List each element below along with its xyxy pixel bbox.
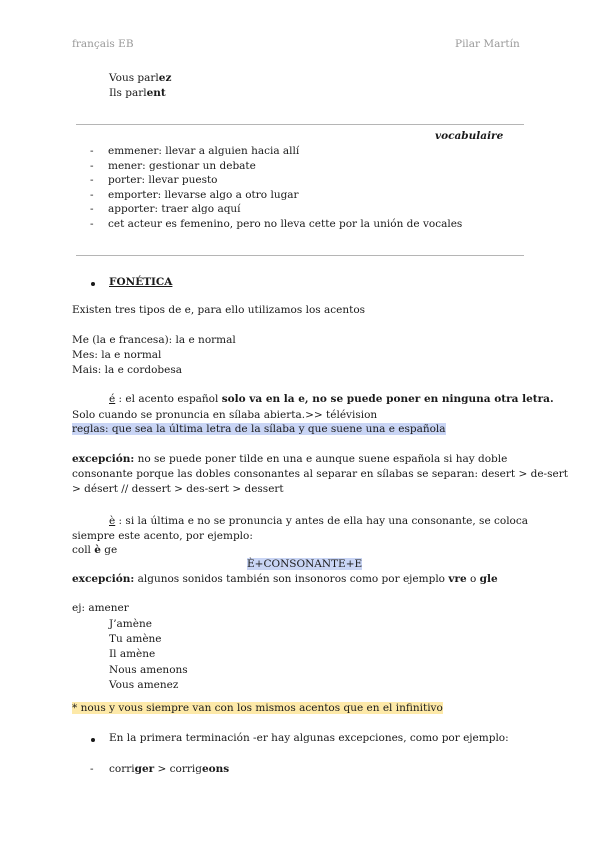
exception-2: excepción: algunos sonidos también son insonoros como por ejemplo vre o gle — [72, 573, 498, 585]
list-item: Tu amène — [109, 633, 162, 646]
bullet-icon — [91, 738, 95, 742]
header-left: français EB — [72, 38, 134, 50]
formula: È+CONSONANTE+E — [247, 558, 363, 570]
bullet-text: En la primera terminación -er hay algunas excepciones, como por ejemplo: — [109, 732, 509, 744]
conjugation-line-vous: Vous parlez — [109, 72, 172, 84]
note: * nous y vous siempre van con los mismos acentos que en el infinitivo — [72, 702, 443, 714]
vocab-list — [88, 144, 462, 232]
exception-1: excepción: no se puede poner tilde en una e aunque suene española si hay doble consonante porque las dobles consonantes al separar en sílabas se separan: desert > de-sert > désert // dessert > des-sert > dessert — [72, 453, 568, 495]
list-item: - mener: gestionar un debate — [88, 159, 462, 174]
divider-top — [76, 124, 524, 125]
header-right: Pilar Martín — [455, 38, 520, 50]
list-item: - cet acteur es femenino, pero no lleva cette por la unión de vocales — [88, 217, 462, 232]
last-example: corriger > corrigeons — [109, 763, 230, 775]
list-item: Vous amenez — [109, 678, 179, 691]
e-grave-line2: siempre este acento, por ejemplo: — [72, 530, 253, 542]
e-acute-rule: reglas: que sea la última letra de la sílaba y que suene una e española — [72, 423, 446, 435]
list-item: - porter: llevar puesto — [88, 173, 462, 188]
e-type: Mais: la e cordobesa — [72, 364, 182, 376]
vocab-title: vocabulaire — [435, 130, 504, 142]
dash-marker: - — [90, 763, 94, 775]
e-type: Mes: la e normal — [72, 349, 162, 361]
e-type: Me (la e francesa): la e normal — [72, 334, 236, 346]
list-item: J’amène — [109, 618, 152, 630]
list-item: - emporter: llevarse algo a otro lugar — [88, 188, 462, 203]
list-item: - emmener: llevar a alguien hacia allí — [88, 144, 462, 159]
e-types — [72, 333, 236, 378]
bullet-icon — [91, 282, 95, 286]
fonetica-intro: Existen tres tipos de e, para ello utilizamos los acentos — [72, 304, 366, 316]
e-grave-example: coll è ge — [72, 544, 118, 556]
example-label: ej: amener — [72, 602, 129, 614]
section-heading: FONÉTICA — [109, 276, 173, 288]
example-forms — [109, 617, 188, 693]
conjugation-line-ils: Ils parlent — [109, 87, 166, 99]
list-item: - apporter: traer algo aquí — [88, 202, 462, 217]
divider-bottom — [76, 255, 524, 256]
list-item: Il amène — [109, 648, 156, 661]
e-acute-line: é : el acento español solo va en la e, no se puede poner en ninguna otra letra. — [109, 393, 554, 405]
e-acute-line2: Solo cuando se pronuncia en sílaba abierta.>> télévision — [72, 409, 378, 421]
list-item: Nous amenons — [109, 663, 188, 676]
e-grave-line: è : si la última e no se pronuncia y antes de ella hay una consonante, se coloca — [109, 515, 529, 527]
